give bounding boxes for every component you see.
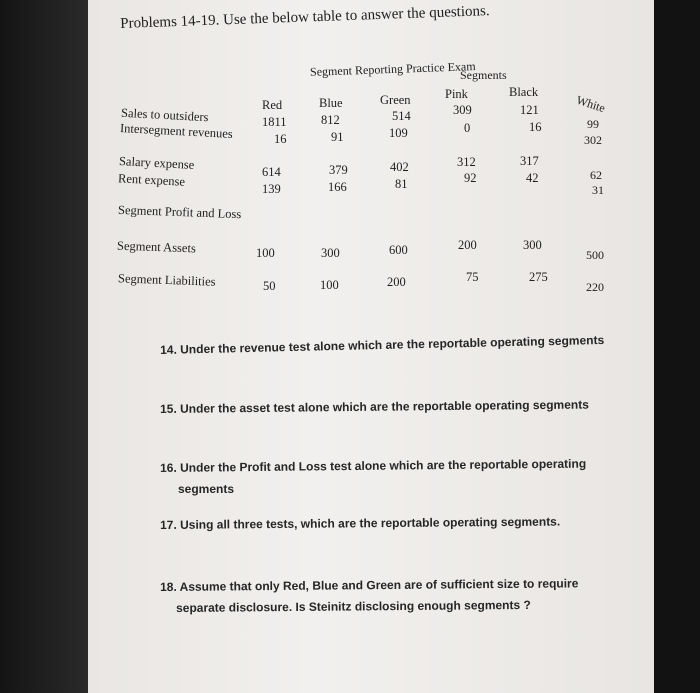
cell-assets-red: 100 [256, 246, 275, 260]
cell-inter-blue: 91 [331, 130, 344, 144]
cell-sales-pink: 309 [453, 103, 472, 117]
cell-sales-blue: 812 [321, 113, 340, 127]
row-label-rent: Rent expense [117, 171, 186, 189]
row-label-intersegment: Intersegment revenues [119, 121, 234, 141]
cell-assets-black: 300 [523, 238, 542, 252]
question-18: 18. Assume that only Red, Blue and Green are of sufficient size to require [160, 576, 579, 594]
cell-inter-white: 302 [584, 133, 602, 147]
cell-liab-red: 50 [263, 279, 276, 293]
cell-salary-white: 62 [590, 168, 602, 182]
cell-rent-green: 81 [395, 177, 408, 191]
cell-sales-red: 1811 [262, 115, 287, 129]
question-16: 16. Under the Profit and Loss test alone which are the reportable operating [160, 456, 587, 475]
paper-sheet [88, 0, 654, 693]
question-18-cont: separate disclosure. Is Steinitz disclosing enough segments ? [176, 597, 531, 615]
cell-inter-green: 109 [389, 126, 408, 140]
row-label-profit-loss: Segment Profit and Loss [117, 202, 242, 222]
cell-rent-pink: 92 [464, 171, 477, 185]
question-16-cont: segments [178, 482, 235, 496]
background-right [654, 0, 700, 693]
cell-rent-black: 42 [526, 171, 539, 185]
cell-assets-green: 600 [389, 243, 408, 257]
col-header-white: White [574, 92, 607, 116]
cell-assets-pink: 200 [458, 238, 477, 252]
cell-inter-pink: 0 [464, 121, 471, 135]
cell-rent-white: 31 [592, 183, 604, 197]
cell-liab-green: 200 [387, 275, 406, 289]
cell-rent-blue: 166 [328, 180, 347, 194]
segments-label: Segments [460, 68, 507, 82]
cell-salary-green: 402 [390, 160, 409, 174]
cell-liab-blue: 100 [320, 278, 339, 292]
col-header-blue: Blue [319, 96, 343, 110]
cell-sales-green: 514 [392, 109, 411, 123]
row-label-liabilities: Segment Liabilities [117, 271, 216, 289]
cell-salary-blue: 379 [329, 163, 348, 177]
cell-sales-white: 99 [587, 117, 599, 131]
cell-inter-black: 16 [529, 120, 542, 134]
row-label-sales: Sales to outsiders [120, 105, 209, 125]
table-title: Segment Reporting Practice Exam [309, 59, 476, 79]
cell-sales-black: 121 [520, 103, 539, 117]
cell-inter-red: 16 [274, 132, 287, 146]
col-header-black: Black [509, 85, 539, 99]
col-header-green: Green [380, 93, 411, 107]
background-left [0, 0, 88, 693]
col-header-pink: Pink [445, 87, 468, 101]
cell-salary-black: 317 [520, 154, 539, 168]
cell-rent-red: 139 [262, 182, 281, 196]
intro-text: Problems 14-19. Use the below table to answer the questions. [120, 3, 490, 32]
row-label-assets: Segment Assets [116, 238, 197, 256]
cell-assets-white: 500 [586, 248, 604, 262]
cell-liab-pink: 75 [466, 270, 479, 284]
question-17: 17. Using all three tests, which are the reportable operating segments. [160, 514, 561, 532]
question-15: 15. Under the asset test alone which are the reportable operating segments [160, 397, 589, 416]
cell-liab-black: 275 [529, 270, 548, 284]
cell-salary-pink: 312 [457, 155, 476, 169]
cell-liab-white: 220 [586, 280, 604, 294]
row-label-salary: Salary expense [118, 154, 195, 172]
cell-salary-red: 614 [262, 165, 281, 179]
col-header-red: Red [262, 98, 283, 112]
question-14: 14. Under the revenue test alone which are the reportable operating segments [160, 332, 605, 357]
cell-assets-blue: 300 [321, 246, 340, 260]
